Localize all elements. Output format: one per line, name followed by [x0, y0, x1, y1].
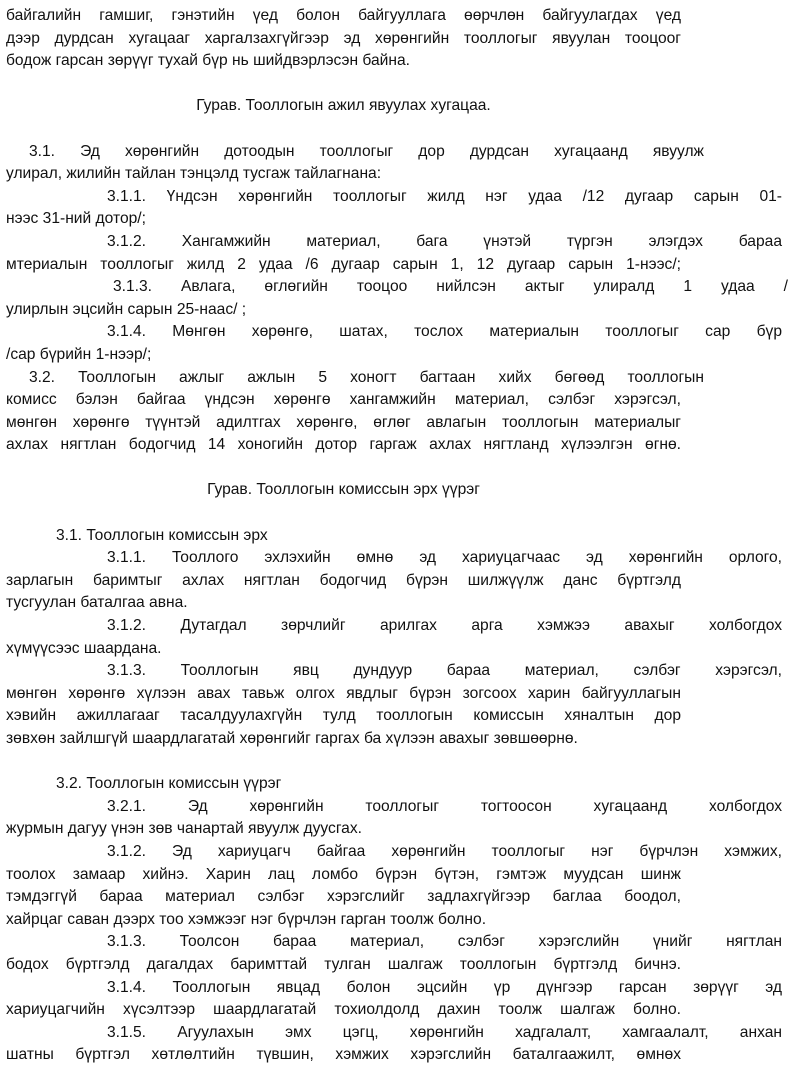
- paragraph-3-1-2: 3.1.2. Хангамжийн материал, бага үнэтэй түргэн элэгдэх бараа: [107, 232, 782, 250]
- intro-line: бодож гарсан зөрүүг тухай бүр нь шийдвэрлэсэн байна.: [6, 52, 410, 70]
- paragraph-3-1-1: нээс 31-ний дотор/;: [6, 210, 146, 228]
- paragraph-3-1-3: 3.1.3. Авлага, өглөгийн тооцоо нийлсэн актыг улиралд 1 удаа /: [113, 278, 788, 296]
- paragraph-d-3-2-1: 3.2.1. Эд хөрөнгийн тооллогыг тогтоосон хугацаанд холбогдох: [107, 797, 782, 815]
- paragraph-r-3-1-1: тусгуулан баталгаа авна.: [6, 594, 188, 612]
- paragraph-d-3-1-3: 3.1.3. Тоолсон бараа материал, сэлбэг хэрэгслийн үнийг нягтлан: [107, 933, 782, 951]
- paragraph-3-2: 3.2. Тооллогын ажлыг ажлын 5 хоногт багтаан хийх бөгөөд тооллогын: [29, 368, 704, 386]
- paragraph-d-3-2-1: журмын дагуу үнэн зөв чанартай явуулж дуусгах.: [6, 820, 362, 838]
- paragraph-r-3-1-3: зөвхөн зайлшгүй шаардлагатай хөрөнгийг гаргах ба хүлээн авахыг зөвшөөрнө.: [6, 730, 578, 747]
- section-heading-commission: Гурав. Тооллогын комиссын эрх үүрэг: [207, 481, 480, 499]
- intro-line: дээр дурдсан хугацааг харгалзахгүйгээр эд хөрөнгийн тооллогыг явуулан тооцоог: [6, 29, 681, 47]
- paragraph-r-3-1-2: 3.1.2. Дутагдал зөрчлийг арилгах арга хэмжээ авахыг холбогдох: [107, 617, 782, 635]
- paragraph-3-2: комисс бэлэн байгаа үндсэн хөрөнгө хангамжийн материал, сэлбэг хэрэгсэл,: [6, 391, 681, 409]
- paragraph-3-1-4: /сар бүрийн 1-нээр/;: [6, 345, 152, 363]
- paragraph-r-3-1-1: зарлагын баримтыг ахлах нягтлан бодогчид бүрэн шилжүүлж данс бүртгэлд: [6, 571, 681, 589]
- paragraph-d-3-1-4: хариуцагчийн хүсэлтээр шаардлагатай тохиолдолд дахин тоолж шалгаж болно.: [6, 1001, 681, 1019]
- paragraph-d-3-1-2: тэмдэггүй бараа материал сэлбэг хэрэгслийг задлахгүйгээр баглаа боодол,: [6, 888, 681, 906]
- paragraph-3-2: ахлах нягтлан бодогчид 14 хоногийн дотор гаргаж ахлах нягтланд хүлээлгэн өгнө.: [6, 436, 681, 454]
- intro-line: байгалийн гамшиг, гэнэтийн үед болон байгууллага өөрчлөн байгуулагдах үед: [6, 7, 681, 24]
- duties-title: 3.2. Тооллогын комиссын үүрэг: [56, 775, 282, 793]
- paragraph-r-3-1-3: мөнгөн хөрөнгө хүлээн авах тавьж олгох явдлыг бүрэн зогсоох харин байгууллагын: [6, 684, 681, 702]
- paragraph-r-3-1-3: хэвийн ажиллагааг тасалдуулахгүйн тулд тооллогын комиссын хяналтын дор: [6, 707, 681, 725]
- rights-title: 3.1. Тооллогын комиссын эрх: [56, 526, 268, 544]
- paragraph-r-3-1-1: 3.1.1. Тооллого эхлэхийн өмнө эд хариуцагчаас эд хөрөнгийн орлого,: [107, 549, 782, 567]
- paragraph-r-3-1-2: хүмүүсээс шаардана.: [6, 639, 162, 657]
- paragraph-d-3-1-5: 3.1.5. Агуулахын эмх цэгц, хөрөнгийн хадгалалт, хамгаалалт, анхан: [107, 1023, 782, 1041]
- paragraph-3-1-1: 3.1.1. Үндсэн хөрөнгийн тооллогыг жилд нэг удаа /12 дугаар сарын 01-: [107, 187, 782, 205]
- paragraph-3-1-2: мтериалын тооллогыг жилд 2 удаа /6 дугаар сарын 1, 12 дугаар сарын 1-нээс/;: [6, 255, 681, 273]
- paragraph-d-3-1-2: хайрцаг саван дээрх тоо хэмжээг нэг бүрчлэн гарган тоолж болно.: [6, 910, 487, 928]
- section-heading-timing: Гурав. Тооллогын ажил явуулах хугацаа.: [196, 97, 491, 115]
- paragraph-3-1: улирал, жилийн тайлан тэнцэлд тусгаж тайлагнана:: [6, 165, 382, 183]
- paragraph-3-1-4: 3.1.4. Мөнгөн хөрөнгө, шатах, тослох материалын тооллогыг сар бүр: [107, 323, 782, 341]
- paragraph-d-3-1-5: шатны бүртгэл хөтлөлтийн түвшин, хэмжих хэрэгслийн баталгаажилт, өмнөх: [6, 1046, 681, 1064]
- paragraph-d-3-1-3: бодох бүртгэлд дагалдах баримттай тулган шалгаж тооллогын бүртгэлд бичнэ.: [6, 955, 681, 973]
- paragraph-3-2: мөнгөн хөрөнгө түүнтэй адилтгах хөрөнгө, өглөг авлагын тооллогын материалыг: [6, 413, 681, 431]
- paragraph-3-1: 3.1. Эд хөрөнгийн дотоодын тооллогыг дор дурдсан хугацаанд явуулж: [29, 142, 704, 160]
- paragraph-d-3-1-4: 3.1.4. Тооллогын явцад болон эцсийн үр дүнгээр гарсан зөрүүг эд: [107, 978, 782, 996]
- paragraph-d-3-1-2: 3.1.2. Эд хариуцагч байгаа хөрөнгийн тооллогыг нэг бүрчлэн хэмжих,: [107, 842, 782, 860]
- paragraph-d-3-1-2: тоолох замаар хийнэ. Харин лац ломбо бүрэн бүтэн, гэмтэж муудсан шинж: [6, 865, 681, 883]
- paragraph-r-3-1-3: 3.1.3. Тооллогын явц дундуур бараа материал, сэлбэг хэрэгсэл,: [107, 662, 782, 680]
- paragraph-3-1-3: улирлын эцсийн сарын 25-наас/ ;: [6, 300, 247, 318]
